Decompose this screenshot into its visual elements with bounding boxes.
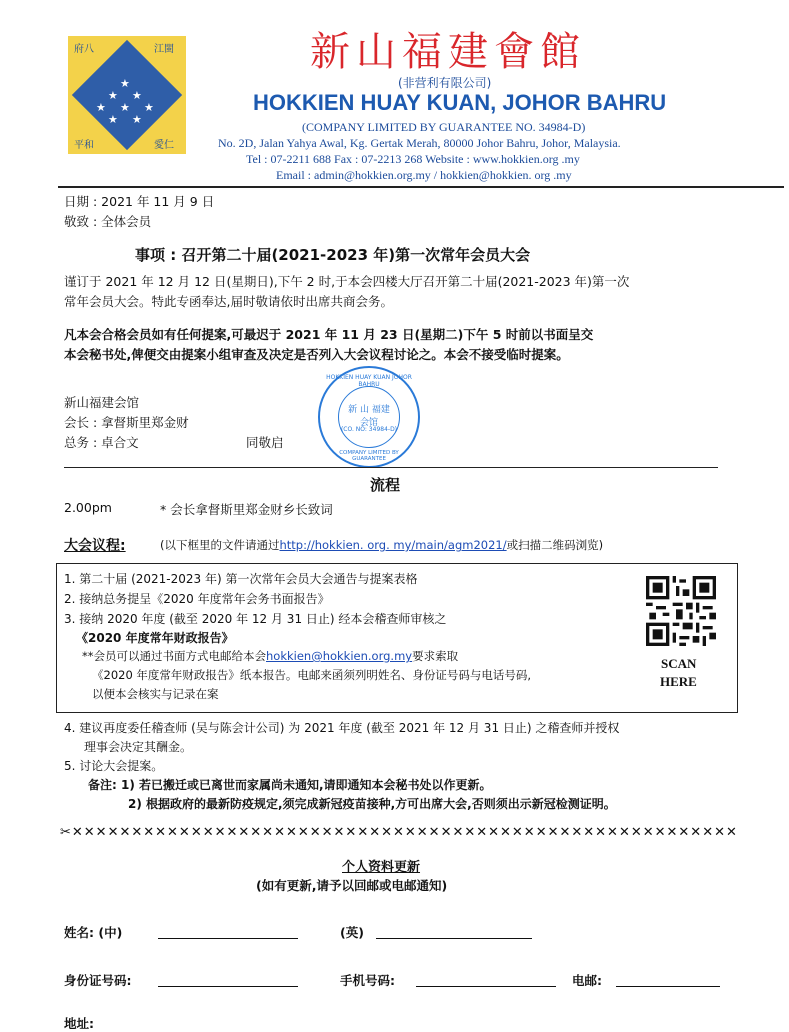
stamp-name: 新 山 福建会馆 <box>348 405 390 428</box>
org-email: Email : admin@hokkien.org.my / hokkien@hokkien. org .my <box>276 168 572 182</box>
agenda-note-pre: (以下框里的文件请通过 <box>160 538 280 552</box>
request-email-link[interactable]: hokkien@hokkien.org.my <box>266 649 413 663</box>
agenda-item: 2. 接纳总务提呈《2020 年度常年会务书面报告》 <box>64 592 330 606</box>
name-cn-label: 姓名: (中) <box>64 925 123 940</box>
update-title: 个人资料更新 <box>342 860 421 875</box>
ic-field[interactable] <box>158 986 298 987</box>
body-para2-line1: 凡本会合格会员如有任何提案,可最迟于 2021 年 11 月 23 日(星期二)下午 5 时前以书面呈交 <box>64 327 594 342</box>
star-icon: ★ <box>120 77 130 90</box>
logo-text-br: 愛仁 <box>154 140 174 151</box>
phone-field[interactable] <box>416 986 556 987</box>
scan-label: SCAN <box>661 656 697 671</box>
remark-1: 备注: 1) 若已搬迁或已离世而家属尚未通知,请即通知本会秘书处以作更新。 <box>88 778 492 792</box>
email-label: 电邮: <box>572 973 602 988</box>
star-icon: ★ <box>144 101 154 114</box>
email-note-line2: 《2020 年度常年财政报告》纸本报告。电邮来函须列明姓名、身份证号码与电话号码, <box>92 668 532 682</box>
stamp-bottom-text: COMPANY LIMITED BY GUARANTEE <box>339 450 399 462</box>
section-divider <box>64 467 718 468</box>
association-logo <box>68 36 186 154</box>
star-icon: ★ <box>132 113 142 126</box>
stamp-ring-text: HOKKIEN HUAY KUAN JOHOR BAHRU <box>326 374 412 388</box>
address-label: 地址: <box>64 1016 94 1031</box>
body-para2-line2: 本会秘书处,俾便交由提案小组审查及决定是否列入大会议程讨论之。本会不接受临时提案。 <box>64 347 569 362</box>
star-icon: ★ <box>120 101 130 114</box>
agenda-item-4: 4. 建议再度委任稽查师 (吴与陈会计公司) 为 2021 年度 (截至 2021 年 12 月 31 日止) 之稽查师并授权 <box>64 721 620 735</box>
stamp-reg: (CO. NO: 34984-D) <box>340 426 398 433</box>
star-icon: ★ <box>108 89 118 102</box>
org-name-chinese: 新山福建會館 <box>310 29 586 75</box>
qr-code-icon[interactable] <box>646 576 716 646</box>
signature-org: 新山福建会馆 <box>64 395 140 410</box>
cut-line: ✂✕✕✕✕✕✕✕✕✕✕✕✕✕✕✕✕✕✕✕✕✕✕✕✕✕✕✕✕✕✕✕✕✕✕✕✕✕✕✕✕✕✕✕✕✕✕✕✕✕✕✕✕✕✕✕✕ <box>60 825 738 840</box>
remark-2: 2) 根据政府的最新防疫规定,须完成新冠疫苗接种,方可出席大会,否则须出示新冠检测证明。 <box>128 797 616 811</box>
star-icon: ★ <box>132 89 142 102</box>
body-para1-line1: 谨订于 2021 年 12 月 12 日(星期日),下午 2 时,于本会四楼大厅召开第二十届(2021-2023 年)第一次 <box>64 274 630 289</box>
org-nonprofit-note: (非营利有限公司) <box>398 76 492 90</box>
email-note-post: 要求索取 <box>412 649 459 663</box>
agenda-note <box>160 537 603 553</box>
logo-text-bl: 平和 <box>74 140 94 151</box>
programme-item: * 会长拿督斯里郑金财乡长致词 <box>160 502 333 517</box>
email-field[interactable] <box>616 986 720 987</box>
agenda-item-5: 5. 讨论大会提案。 <box>64 759 164 773</box>
signature-closing: 同敬启 <box>246 435 284 450</box>
agenda-item: 《2020 年度常年财政报告》 <box>76 631 234 645</box>
name-en-label: (英) <box>340 925 364 940</box>
email-note-line3: 以便本会核实与记录在案 <box>92 687 219 701</box>
star-icon: ★ <box>96 101 106 114</box>
ic-label: 身份证号码: <box>64 973 132 988</box>
agenda-url-link[interactable]: http://hokkien. org. my/main/agm2021/ <box>279 538 507 552</box>
email-note-pre: **会员可以通过书面方式电邮给本会 <box>82 649 266 663</box>
phone-label: 手机号码: <box>340 973 395 988</box>
official-stamp <box>318 366 420 468</box>
letter-date: 日期 : 2021 年 11 月 9 日 <box>64 194 215 209</box>
org-name-english: HOKKIEN HUAY KUAN, JOHOR BAHRU <box>253 90 667 115</box>
company-registration: (COMPANY LIMITED BY GUARANTEE NO. 34984-D) <box>302 120 586 134</box>
org-address: No. 2D, Jalan Yahya Awal, Kg. Gertak Merah, 80000 Johor Bahru, Johor, Malaysia. <box>218 136 621 150</box>
org-contact: Tel : 07-2211 688 Fax : 07-2213 268 Website : www.hokkien.org .my <box>246 152 580 166</box>
email-note <box>82 648 458 664</box>
name-cn-field[interactable] <box>158 938 298 939</box>
letter-subject: 事项 : 召开第二十届(2021-2023 年)第一次常年会员大会 <box>135 246 531 264</box>
agenda-label: 大会议程: <box>64 538 126 554</box>
agenda-note-post: 或扫描二维码浏览) <box>506 538 604 552</box>
logo-text-tl: 府八 <box>74 44 94 55</box>
scan-label-2: HERE <box>660 674 697 689</box>
update-subtitle: (如有更新,请予以回邮或电邮通知) <box>256 878 448 893</box>
signature-president: 会长 : 拿督斯里郑金财 <box>64 415 189 430</box>
agenda-item-4-cont: 理事会决定其酬金。 <box>84 740 193 754</box>
star-icon: ★ <box>108 113 118 126</box>
agenda-item: 1. 第二十届 (2021-2023 年) 第一次常年会员大会通告与提案表格 <box>64 572 418 586</box>
signature-secretary: 总务 : 卓合文 <box>64 435 139 450</box>
logo-text-tr: 江閩 <box>154 44 174 55</box>
programme-time: 2.00pm <box>64 500 112 515</box>
agenda-item: 3. 接纳 2020 年度 (截至 2020 年 12 月 31 日止) 经本会稽查师审核之 <box>64 612 447 626</box>
letter-recipient: 敬致 : 全体会员 <box>64 214 152 229</box>
name-en-field[interactable] <box>376 938 532 939</box>
logo-diamond <box>72 40 182 150</box>
body-para1-line2: 常年会员大会。特此专函奉达,届时敬请依时出席共商会务。 <box>64 294 393 309</box>
header-divider <box>58 186 784 188</box>
programme-title: 流程 <box>370 476 401 494</box>
